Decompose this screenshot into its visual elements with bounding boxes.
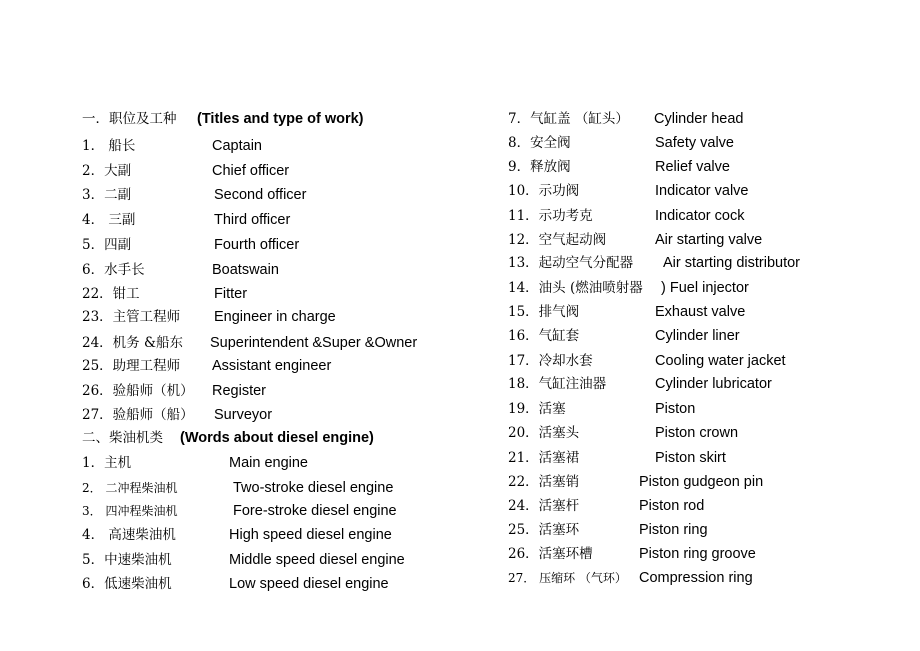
section1-header-zh: 一．职位及工种	[82, 111, 177, 127]
item-en: Piston ring groove	[639, 546, 756, 562]
item-en: Fitter	[214, 286, 248, 302]
item-en: Air starting valve	[655, 232, 763, 248]
item-zh: 5．四副	[82, 237, 132, 253]
item-en: Register	[212, 383, 266, 399]
item-zh: 23．主管工程师	[82, 309, 181, 325]
item-zh: 1． 船长	[82, 138, 136, 154]
item-zh: 3．二副	[82, 187, 132, 203]
item-en: Fore-stroke diesel engine	[233, 503, 397, 519]
item-en: Air starting distributor	[663, 255, 800, 271]
item-en: Piston	[655, 401, 696, 417]
item-zh: 17．冷却水套	[508, 353, 593, 369]
item-zh: 27．验船师（船）	[82, 407, 194, 423]
item-en: Assistant engineer	[212, 358, 332, 374]
section2-header-en: (Words about diesel engine)	[180, 430, 374, 446]
item-zh: 6．低速柴油机	[82, 576, 172, 592]
item-zh: 10．示功阀	[508, 183, 580, 199]
item-zh: 1．主机	[82, 455, 132, 471]
item-en: Boatswain	[212, 262, 279, 278]
item-en: High speed diesel engine	[229, 527, 392, 543]
item-en: Indicator cock	[655, 208, 745, 224]
section1-header-en: (Titles and type of work)	[197, 111, 364, 127]
item-zh: 26．验船师（机）	[82, 383, 194, 399]
item-en: Main engine	[229, 455, 308, 471]
item-en: Exhaust valve	[655, 304, 746, 320]
item-en: Relief valve	[655, 159, 730, 175]
item-zh: 2．大副	[82, 163, 132, 179]
item-en: Engineer in charge	[214, 309, 336, 325]
item-zh: 24．机务 &船东	[82, 335, 183, 351]
item-en: Superintendent &Super &Owner	[210, 335, 418, 351]
item-zh: 11．示功考克	[508, 208, 593, 224]
item-en: Captain	[212, 138, 262, 154]
item-en: Chief officer	[212, 163, 290, 179]
item-zh: 27． 压缩环 （气环）	[508, 571, 627, 585]
item-en: Compression ring	[639, 570, 753, 586]
item-zh: 8．安全阀	[508, 135, 571, 151]
item-zh: 19．活塞	[508, 401, 566, 417]
item-zh: 9．释放阀	[508, 159, 571, 175]
item-en: Cylinder head	[654, 111, 744, 127]
section2-header-zh: 二、柴油机类	[82, 430, 163, 446]
item-zh: 21．活塞裙	[508, 450, 580, 466]
item-zh: 14．油头 (燃油喷射器	[508, 280, 643, 296]
item-zh: 13．起动空气分配器	[508, 255, 634, 271]
item-zh: 12．空气起动阀	[508, 232, 607, 248]
item-zh: 4． 三副	[82, 212, 136, 228]
item-zh: 6．水手长	[82, 262, 145, 278]
item-en: Piston gudgeon pin	[639, 474, 764, 490]
item-en: Indicator valve	[655, 183, 749, 199]
item-zh: 22．钳工	[82, 286, 140, 302]
item-en: Cooling water jacket	[655, 353, 786, 369]
item-zh: 5．中速柴油机	[82, 552, 172, 568]
item-en: Fourth officer	[214, 237, 300, 253]
item-en: Safety valve	[655, 135, 734, 151]
item-zh: 2． 二冲程柴油机	[82, 481, 178, 495]
item-zh: 24．活塞杆	[508, 498, 580, 514]
item-zh: 20．活塞头	[508, 425, 580, 441]
item-zh: 25．助理工程师	[82, 358, 181, 374]
item-zh: 3． 四冲程柴油机	[82, 504, 178, 518]
item-en: Cylinder liner	[655, 328, 740, 344]
item-zh: 4． 高速柴油机	[82, 527, 176, 543]
item-en: Second officer	[214, 187, 307, 203]
item-zh: 26．活塞环槽	[508, 546, 593, 562]
item-en: Cylinder lubricator	[655, 376, 772, 392]
item-zh: 15．排气阀	[508, 304, 580, 320]
item-en: Piston ring	[639, 522, 708, 538]
item-en: Piston skirt	[655, 450, 726, 466]
item-en: Low speed diesel engine	[229, 576, 389, 592]
item-zh: 7．气缸盖 （缸头）	[508, 111, 629, 127]
item-zh: 16．气缸套	[508, 328, 580, 344]
item-en: Middle speed diesel engine	[229, 552, 405, 568]
item-en: Piston rod	[639, 498, 705, 514]
item-en: ) Fuel injector	[661, 280, 749, 296]
item-zh: 25．活塞环	[508, 522, 580, 538]
item-en: Surveyor	[214, 407, 273, 423]
item-en: Third officer	[214, 212, 291, 228]
item-zh: 22．活塞销	[508, 474, 580, 490]
item-en: Two-stroke diesel engine	[233, 480, 394, 496]
item-zh: 18．气缸注油器	[508, 376, 607, 392]
item-en: Piston crown	[655, 425, 739, 441]
